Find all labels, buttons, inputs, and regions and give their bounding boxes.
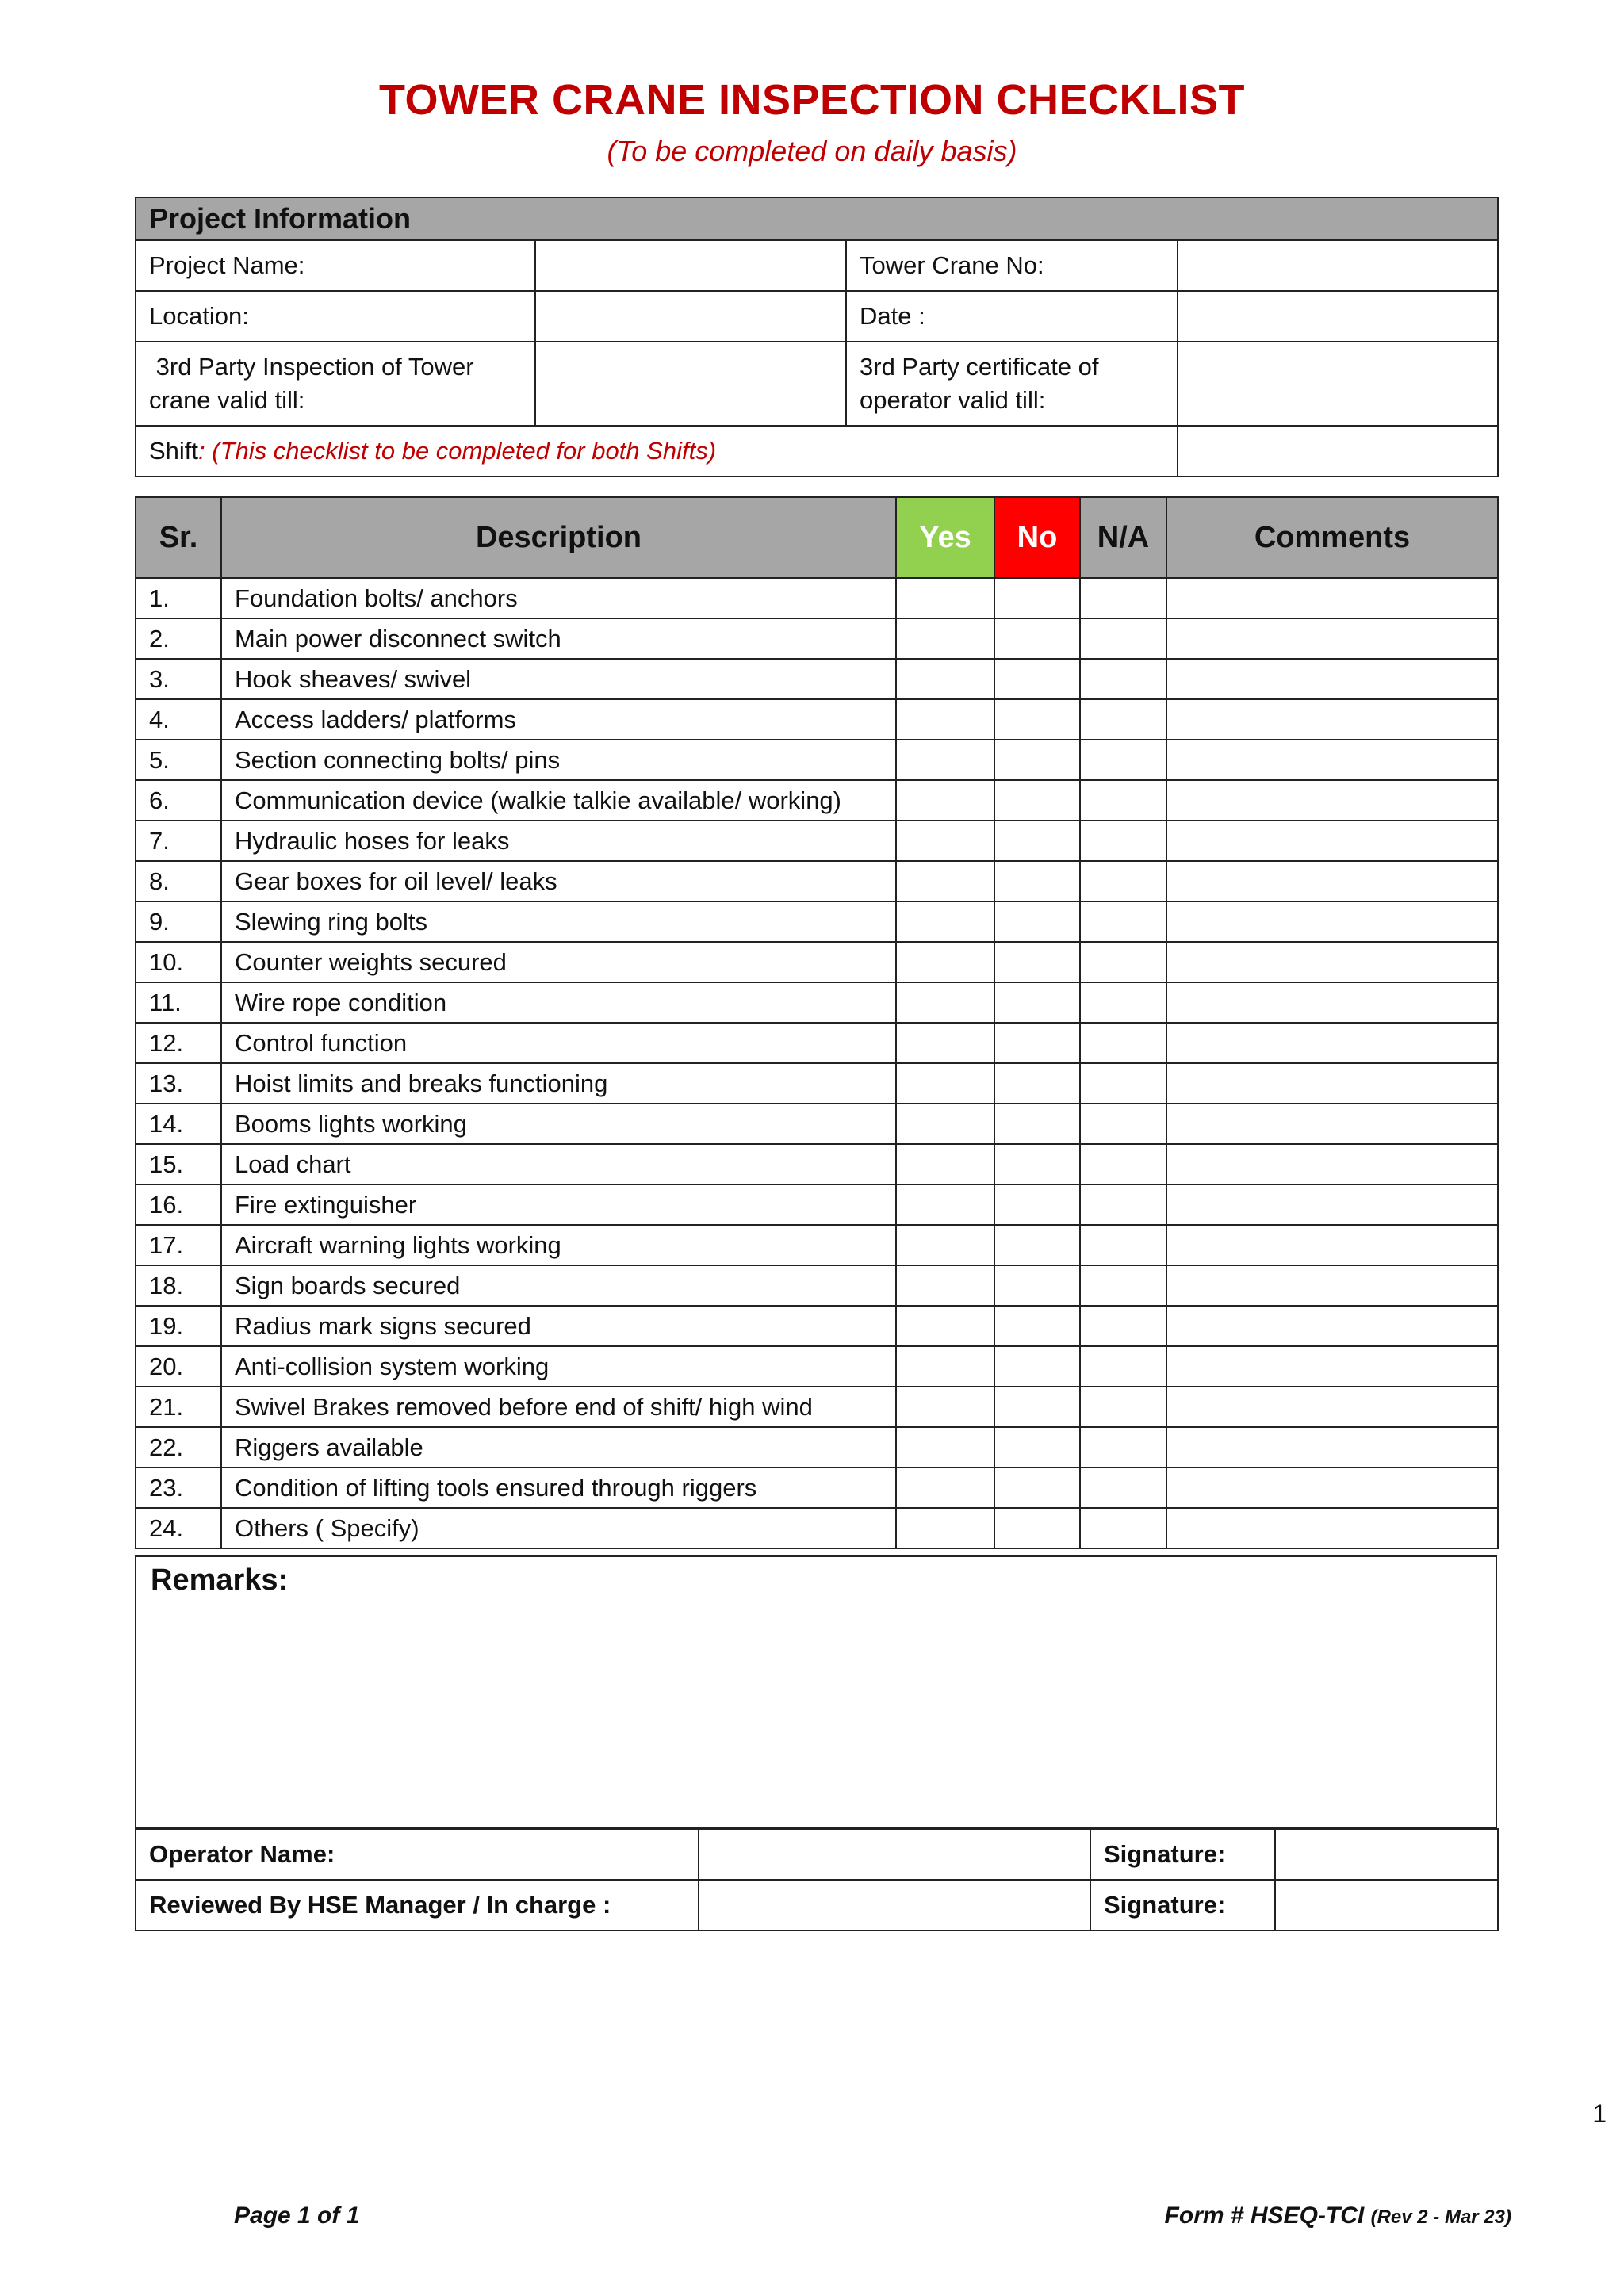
row-description: Radius mark signs secured — [221, 1306, 896, 1346]
row-comments-cell[interactable] — [1166, 1427, 1498, 1468]
project-name-label: Project Name: — [136, 240, 535, 291]
row-comments-cell[interactable] — [1166, 1063, 1498, 1104]
row-yes-cell[interactable] — [896, 1225, 994, 1265]
row-yes-cell[interactable] — [896, 1508, 994, 1548]
operator-name-label: Operator Name: — [136, 1829, 699, 1880]
date-field[interactable] — [1178, 291, 1498, 342]
row-yes-cell[interactable] — [896, 942, 994, 982]
row-sr: 2. — [136, 618, 221, 659]
row-description: Booms lights working — [221, 1104, 896, 1144]
row-no-cell[interactable] — [994, 1225, 1080, 1265]
row-no-cell[interactable] — [994, 1346, 1080, 1387]
row-no-cell[interactable] — [994, 699, 1080, 740]
checklist-row — [136, 578, 1498, 618]
row-yes-cell[interactable] — [896, 1063, 994, 1104]
row-no-cell[interactable] — [994, 1468, 1080, 1508]
row-no-cell[interactable] — [994, 821, 1080, 861]
row-no-cell[interactable] — [994, 1387, 1080, 1427]
row-sr: 19. — [136, 1306, 221, 1346]
checklist-row — [136, 1144, 1498, 1184]
remarks-box[interactable] — [135, 1555, 1497, 1829]
row-sr: 20. — [136, 1346, 221, 1387]
document-subtitle: (To be completed on daily basis) — [607, 135, 1017, 167]
page-number: 1 — [1592, 2099, 1607, 2128]
row-description: Riggers available — [221, 1427, 896, 1468]
row-sr: 22. — [136, 1427, 221, 1468]
row-no-cell[interactable] — [994, 942, 1080, 982]
row-yes-cell[interactable] — [896, 1346, 994, 1387]
row-description: Condition of lifting tools ensured through riggers — [221, 1468, 896, 1508]
row-description: Sign boards secured — [221, 1265, 896, 1306]
row-sr: 17. — [136, 1225, 221, 1265]
row-no-cell[interactable] — [994, 982, 1080, 1023]
tower-crane-no-field[interactable] — [1178, 240, 1498, 291]
reviewed-by-label: Reviewed By HSE Manager / In charge : — [136, 1880, 699, 1931]
row-na-cell[interactable] — [1080, 1063, 1166, 1104]
row-sr: 13. — [136, 1063, 221, 1104]
row-comments-cell[interactable] — [1166, 1508, 1498, 1548]
row-description: Section connecting bolts/ pins — [221, 740, 896, 780]
row-na-cell[interactable] — [1080, 1468, 1166, 1508]
checklist-row — [136, 901, 1498, 942]
row-na-cell[interactable] — [1080, 1225, 1166, 1265]
form-number-text: Form # HSEQ-TCI — [1164, 2202, 1365, 2229]
row-comments-cell[interactable] — [1166, 780, 1498, 821]
row-description: Hydraulic hoses for leaks — [221, 821, 896, 861]
page-count: Page 1 of 1 — [234, 2202, 360, 2229]
checklist-row — [136, 1104, 1498, 1144]
row-comments-cell[interactable] — [1166, 1265, 1498, 1306]
row-no-cell[interactable] — [994, 618, 1080, 659]
row-comments-cell[interactable] — [1166, 1306, 1498, 1346]
row-sr: 15. — [136, 1144, 221, 1184]
row-comments-cell[interactable] — [1166, 659, 1498, 699]
col-header-na: N/A — [1080, 497, 1166, 578]
row-yes-cell[interactable] — [896, 1387, 994, 1427]
row-yes-cell[interactable] — [896, 1023, 994, 1063]
row-na-cell[interactable] — [1080, 578, 1166, 618]
row-description: Anti-collision system working — [221, 1346, 896, 1387]
tower-crane-no-label: Tower Crane No: — [846, 240, 1178, 291]
row-no-cell[interactable] — [994, 1184, 1080, 1225]
row-sr: 7. — [136, 821, 221, 861]
row-description: Aircraft warning lights working — [221, 1225, 896, 1265]
row-description: Wire rope condition — [221, 982, 896, 1023]
row-yes-cell[interactable] — [896, 821, 994, 861]
row-yes-cell[interactable] — [896, 1144, 994, 1184]
row-comments-cell[interactable] — [1166, 1346, 1498, 1387]
reviewer-signature-label: Signature: — [1090, 1880, 1275, 1931]
row-description: Access ladders/ platforms — [221, 699, 896, 740]
row-comments-cell[interactable] — [1166, 982, 1498, 1023]
row-no-cell[interactable] — [994, 780, 1080, 821]
row-yes-cell[interactable] — [896, 740, 994, 780]
row-yes-cell[interactable] — [896, 861, 994, 901]
row-na-cell[interactable] — [1080, 1144, 1166, 1184]
row-comments-cell[interactable] — [1166, 740, 1498, 780]
row-description: Counter weights secured — [221, 942, 896, 982]
row-description: Control function — [221, 1023, 896, 1063]
row-yes-cell[interactable] — [896, 1427, 994, 1468]
row-na-cell[interactable] — [1080, 861, 1166, 901]
row-sr: 11. — [136, 982, 221, 1023]
row-comments-cell[interactable] — [1166, 1225, 1498, 1265]
row-sr: 6. — [136, 780, 221, 821]
row-description: Foundation bolts/ anchors — [221, 578, 896, 618]
third-party-certificate-label: 3rd Party certificate of operator valid till: — [846, 342, 1178, 426]
col-header-no: No — [994, 497, 1080, 578]
row-na-cell[interactable] — [1080, 1508, 1166, 1548]
row-na-cell[interactable] — [1080, 618, 1166, 659]
row-description: Fire extinguisher — [221, 1184, 896, 1225]
row-description: Others ( Specify) — [221, 1508, 896, 1548]
form-revision: (Rev 2 - Mar 23) — [1370, 2206, 1511, 2228]
row-comments-cell[interactable] — [1166, 901, 1498, 942]
third-party-inspection-label: 3rd Party Inspection of Tower crane valid till: — [136, 342, 535, 426]
row-sr: 4. — [136, 699, 221, 740]
checklist-row — [136, 699, 1498, 740]
operator-signature-field[interactable] — [1275, 1829, 1498, 1880]
row-comments-cell[interactable] — [1166, 861, 1498, 901]
checklist-row — [136, 1427, 1498, 1468]
row-no-cell[interactable] — [994, 659, 1080, 699]
reviewer-signature-field[interactable] — [1275, 1880, 1498, 1931]
row-no-cell[interactable] — [994, 578, 1080, 618]
checklist-row — [136, 618, 1498, 659]
row-no-cell[interactable] — [994, 1104, 1080, 1144]
row-description: Gear boxes for oil level/ leaks — [221, 861, 896, 901]
row-sr: 8. — [136, 861, 221, 901]
shift-field[interactable] — [1178, 426, 1498, 476]
row-comments-cell[interactable] — [1166, 1104, 1498, 1144]
row-na-cell[interactable] — [1080, 1427, 1166, 1468]
row-description: Main power disconnect switch — [221, 618, 896, 659]
row-description: Slewing ring bolts — [221, 901, 896, 942]
row-no-cell[interactable] — [994, 1508, 1080, 1548]
row-comments-cell[interactable] — [1166, 1144, 1498, 1184]
checklist-row — [136, 1063, 1498, 1104]
row-no-cell[interactable] — [994, 901, 1080, 942]
row-no-cell[interactable] — [994, 861, 1080, 901]
row-sr: 3. — [136, 659, 221, 699]
checklist-row — [136, 1225, 1498, 1265]
third-party-certificate-field[interactable] — [1178, 342, 1498, 426]
row-yes-cell[interactable] — [896, 1306, 994, 1346]
row-yes-cell[interactable] — [896, 659, 994, 699]
row-na-cell[interactable] — [1080, 1387, 1166, 1427]
checklist-row — [136, 821, 1498, 861]
row-comments-cell[interactable] — [1166, 942, 1498, 982]
row-yes-cell[interactable] — [896, 901, 994, 942]
row-description: Communication device (walkie talkie available/ working) — [221, 780, 896, 821]
row-comments-cell[interactable] — [1166, 1184, 1498, 1225]
row-na-cell[interactable] — [1080, 1104, 1166, 1144]
shift-label-cell — [136, 426, 1178, 476]
row-na-cell[interactable] — [1080, 942, 1166, 982]
row-no-cell[interactable] — [994, 1144, 1080, 1184]
location-label: Location: — [136, 291, 535, 342]
row-no-cell[interactable] — [994, 1265, 1080, 1306]
row-na-cell[interactable] — [1080, 821, 1166, 861]
row-sr: 23. — [136, 1468, 221, 1508]
operator-name-field[interactable] — [699, 1829, 1090, 1880]
row-na-cell[interactable] — [1080, 659, 1166, 699]
signoff-table — [135, 1828, 1499, 1931]
row-na-cell[interactable] — [1080, 982, 1166, 1023]
project-info-heading: Project Information — [136, 197, 1498, 240]
row-no-cell[interactable] — [994, 1023, 1080, 1063]
row-na-cell[interactable] — [1080, 1023, 1166, 1063]
row-comments-cell[interactable] — [1166, 821, 1498, 861]
row-comments-cell[interactable] — [1166, 1023, 1498, 1063]
row-na-cell[interactable] — [1080, 780, 1166, 821]
row-no-cell[interactable] — [994, 1306, 1080, 1346]
row-sr: 14. — [136, 1104, 221, 1144]
checklist-row — [136, 780, 1498, 821]
col-header-yes: Yes — [896, 497, 994, 578]
row-sr: 12. — [136, 1023, 221, 1063]
checklist-row — [136, 1346, 1498, 1387]
row-na-cell[interactable] — [1080, 1265, 1166, 1306]
row-description: Hook sheaves/ swivel — [221, 659, 896, 699]
remarks-label: Remarks: — [151, 1563, 289, 1597]
checklist-row — [136, 1306, 1498, 1346]
checklist-row — [136, 740, 1498, 780]
row-na-cell[interactable] — [1080, 1184, 1166, 1225]
third-party-inspection-field[interactable] — [535, 342, 846, 426]
row-yes-cell[interactable] — [896, 780, 994, 821]
row-no-cell[interactable] — [994, 1427, 1080, 1468]
row-yes-cell[interactable] — [896, 1468, 994, 1508]
row-sr: 10. — [136, 942, 221, 982]
row-comments-cell[interactable] — [1166, 618, 1498, 659]
row-comments-cell[interactable] — [1166, 578, 1498, 618]
row-comments-cell[interactable] — [1166, 1387, 1498, 1427]
row-sr: 9. — [136, 901, 221, 942]
checklist-row — [136, 1023, 1498, 1063]
row-yes-cell[interactable] — [896, 982, 994, 1023]
checklist-row — [136, 1265, 1498, 1306]
checklist-row — [136, 659, 1498, 699]
reviewed-by-field[interactable] — [699, 1880, 1090, 1931]
row-yes-cell[interactable] — [896, 578, 994, 618]
checklist-row — [136, 861, 1498, 901]
col-header-description: Description — [221, 497, 896, 578]
row-na-cell[interactable] — [1080, 699, 1166, 740]
row-na-cell[interactable] — [1080, 1346, 1166, 1387]
document-title: TOWER CRANE INSPECTION CHECKLIST — [378, 76, 1246, 124]
row-na-cell[interactable] — [1080, 740, 1166, 780]
checklist-row — [136, 982, 1498, 1023]
row-no-cell[interactable] — [994, 1063, 1080, 1104]
col-header-sr: Sr. — [136, 497, 221, 578]
checklist-row — [136, 1468, 1498, 1508]
inspection-checklist-table — [135, 496, 1499, 1549]
row-sr: 21. — [136, 1387, 221, 1427]
row-description: Swivel Brakes removed before end of shift/ high wind — [221, 1387, 896, 1427]
row-comments-cell[interactable] — [1166, 1468, 1498, 1508]
location-field[interactable] — [535, 291, 846, 342]
col-header-comments: Comments — [1166, 497, 1498, 578]
checklist-row — [136, 1184, 1498, 1225]
row-sr: 24. — [136, 1508, 221, 1548]
shift-label: Shift — [149, 437, 199, 465]
row-description: Load chart — [221, 1144, 896, 1184]
row-yes-cell[interactable] — [896, 618, 994, 659]
row-yes-cell[interactable] — [896, 1104, 994, 1144]
row-sr: 18. — [136, 1265, 221, 1306]
row-na-cell[interactable] — [1080, 901, 1166, 942]
project-info-table — [135, 197, 1499, 477]
row-no-cell[interactable] — [994, 740, 1080, 780]
row-description: Hoist limits and breaks functioning — [221, 1063, 896, 1104]
row-sr: 16. — [136, 1184, 221, 1225]
date-label: Date : — [846, 291, 1178, 342]
checklist-row — [136, 1508, 1498, 1548]
form-number — [1165, 2202, 1511, 2229]
row-sr: 5. — [136, 740, 221, 780]
row-comments-cell[interactable] — [1166, 699, 1498, 740]
operator-signature-label: Signature: — [1090, 1829, 1275, 1880]
row-na-cell[interactable] — [1080, 1306, 1166, 1346]
checklist-body — [136, 578, 1498, 1548]
row-yes-cell[interactable] — [896, 699, 994, 740]
checklist-row — [136, 942, 1498, 982]
checklist-row — [136, 1387, 1498, 1427]
row-yes-cell[interactable] — [896, 1265, 994, 1306]
row-yes-cell[interactable] — [896, 1184, 994, 1225]
project-name-field[interactable] — [535, 240, 846, 291]
shift-note: : (This checklist to be completed for both Shifts) — [198, 437, 717, 465]
row-sr: 1. — [136, 578, 221, 618]
